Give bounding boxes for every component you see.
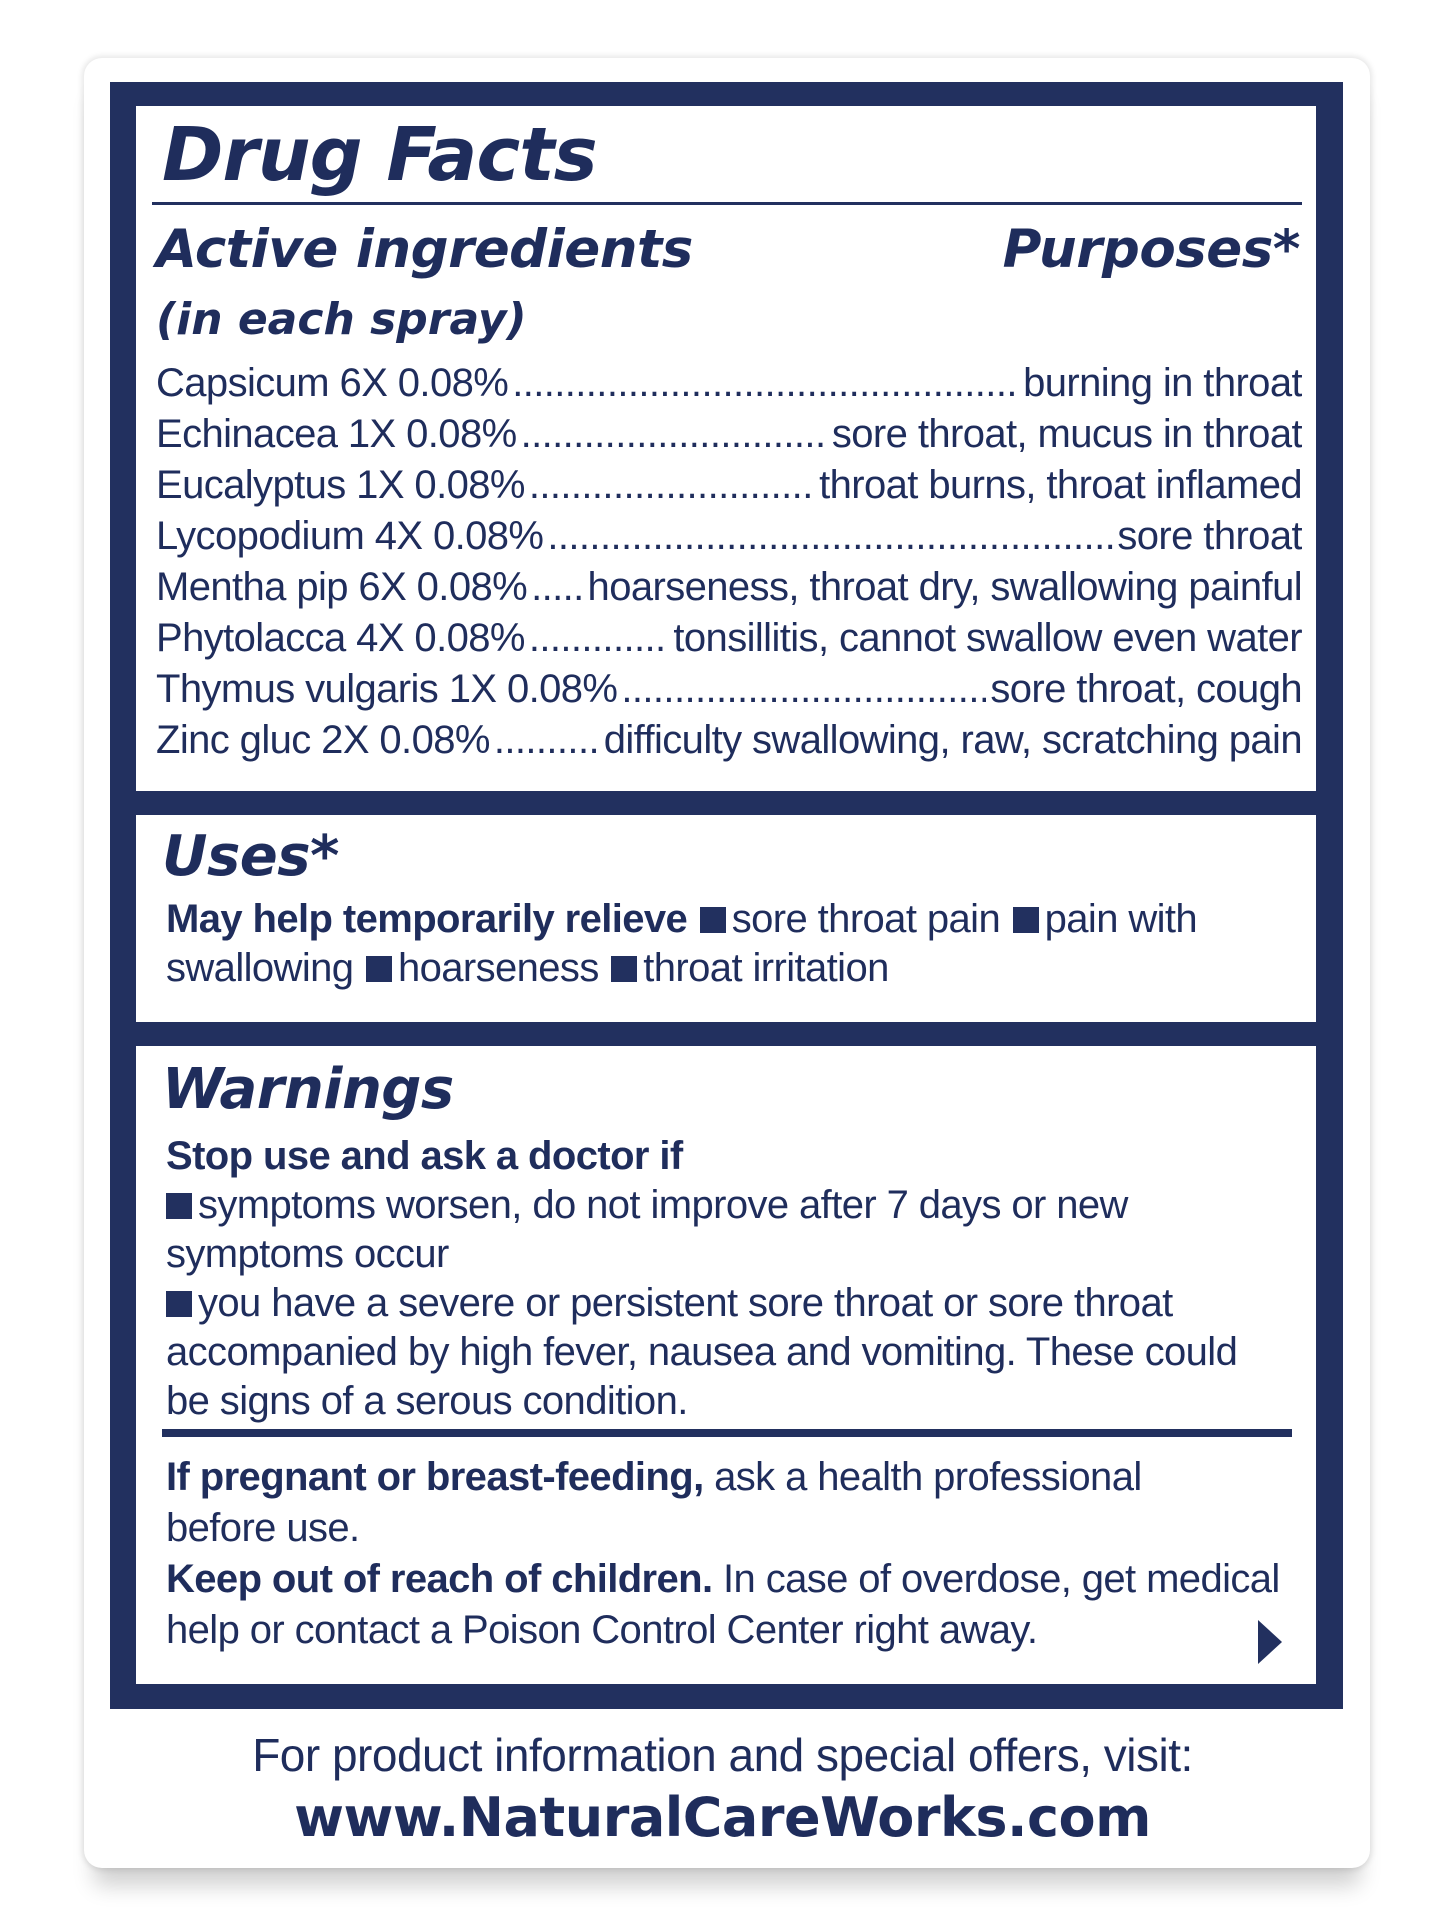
ingredient-row <box>156 613 1302 664</box>
bullet-square-icon <box>700 907 726 933</box>
warning-bullet <box>166 1279 1296 1328</box>
use-item: hoarseness <box>397 946 599 990</box>
ingredient-row <box>156 409 1302 460</box>
ingredient-row <box>156 715 1302 766</box>
ingredient-purpose: throat burns, throat inflamed <box>819 463 1302 507</box>
children-text: In case of overdose, get medical <box>723 1557 1280 1601</box>
ingredient-purpose: sore throat, mucus in throat <box>831 412 1302 456</box>
bullet-square-icon <box>611 956 637 982</box>
continue-arrow-icon <box>1258 1620 1282 1664</box>
uses-lead: May help temporarily relieve <box>166 897 688 941</box>
stop-use-block <box>166 1132 1296 1426</box>
dot-leader <box>521 409 828 460</box>
use-item: throat irritation <box>643 946 889 990</box>
warning-text: symptoms worsen, do not improve after 7 days or new <box>198 1183 1128 1227</box>
pregnancy-text: ask a health professional <box>714 1455 1142 1499</box>
footer-info: For product information and special offers, visit: <box>252 1729 1193 1781</box>
ingredient-name: Lycopodium 4X 0.08% <box>156 514 544 558</box>
use-item: swallowing <box>166 946 354 990</box>
per-spray-note: (in each spray) <box>156 294 527 345</box>
bullet-square-icon <box>1013 907 1039 933</box>
ingredient-row <box>156 562 1302 613</box>
uses-heading: Uses* <box>162 824 339 889</box>
dot-leader <box>494 715 600 766</box>
ingredient-purpose: sore throat <box>1117 514 1302 558</box>
purposes-heading: Purposes* <box>1002 219 1300 280</box>
ingredient-purpose: sore throat, cough <box>990 667 1302 711</box>
use-item: pain with <box>1044 897 1198 941</box>
warnings-panel <box>136 1046 1316 1684</box>
ingredient-list <box>156 358 1302 766</box>
pregnancy-text: before use. <box>166 1506 360 1550</box>
active-ingredients-panel <box>136 106 1316 791</box>
ingredient-name: Zinc gluc 2X 0.08% <box>156 718 490 762</box>
footer-url: www.NaturalCareWorks.com <box>294 1786 1151 1849</box>
ingredient-purpose: hoarseness, throat dry, swallowing painful <box>587 565 1302 609</box>
ingredient-row <box>156 511 1302 562</box>
ingredient-row <box>156 460 1302 511</box>
dot-leader <box>547 511 1113 562</box>
ingredient-name: Capsicum 6X 0.08% <box>156 361 509 405</box>
warnings-divider <box>162 1429 1292 1437</box>
warning-text: be signs of a serous condition. <box>166 1379 688 1423</box>
warning-text: accompanied by high fever, nausea and vomiting. These could <box>166 1330 1238 1374</box>
title-divider <box>152 202 1302 205</box>
stop-use-heading: Stop use and ask a doctor if <box>166 1134 683 1178</box>
warning-bullet <box>166 1181 1296 1230</box>
ingredient-row <box>156 664 1302 715</box>
ingredient-name: Phytolacca 4X 0.08% <box>156 616 525 660</box>
bullet-square-icon <box>366 956 392 982</box>
bullet-square-icon <box>166 1291 192 1317</box>
ingredient-purpose: tonsillitis, cannot swallow even water <box>673 616 1302 660</box>
ingredient-name: Thymus vulgaris 1X 0.08% <box>156 667 618 711</box>
dot-leader <box>512 358 1019 409</box>
children-text: help or contact a Poison Control Center right away. <box>166 1608 1038 1652</box>
uses-text <box>166 895 1296 993</box>
pregnancy-block <box>166 1452 1296 1656</box>
ingredient-name: Echinacea 1X 0.08% <box>156 412 517 456</box>
children-heading: Keep out of reach of children. <box>166 1557 713 1601</box>
dot-leader <box>529 460 815 511</box>
ingredient-name: Eucalyptus 1X 0.08% <box>156 463 525 507</box>
use-item: sore throat pain <box>731 897 1001 941</box>
dot-leader <box>529 613 670 664</box>
ingredient-name: Mentha pip 6X 0.08% <box>156 565 528 609</box>
dot-leader <box>621 664 986 715</box>
uses-panel <box>136 815 1316 1022</box>
warnings-heading: Warnings <box>162 1057 454 1122</box>
drug-facts-title: Drug Facts <box>162 112 597 198</box>
ingredient-purpose: difficulty swallowing, raw, scratching pain <box>603 718 1302 762</box>
pregnancy-heading: If pregnant or breast-feeding, <box>166 1455 704 1499</box>
warning-text: symptoms occur <box>166 1232 449 1276</box>
active-ingredients-heading: Active ingredients <box>156 219 693 280</box>
ingredient-purpose: burning in throat <box>1023 361 1302 405</box>
warning-text: you have a severe or persistent sore throat or sore throat <box>198 1281 1173 1325</box>
ingredient-row <box>156 358 1302 409</box>
bullet-square-icon <box>166 1193 192 1219</box>
dot-leader <box>531 562 583 613</box>
